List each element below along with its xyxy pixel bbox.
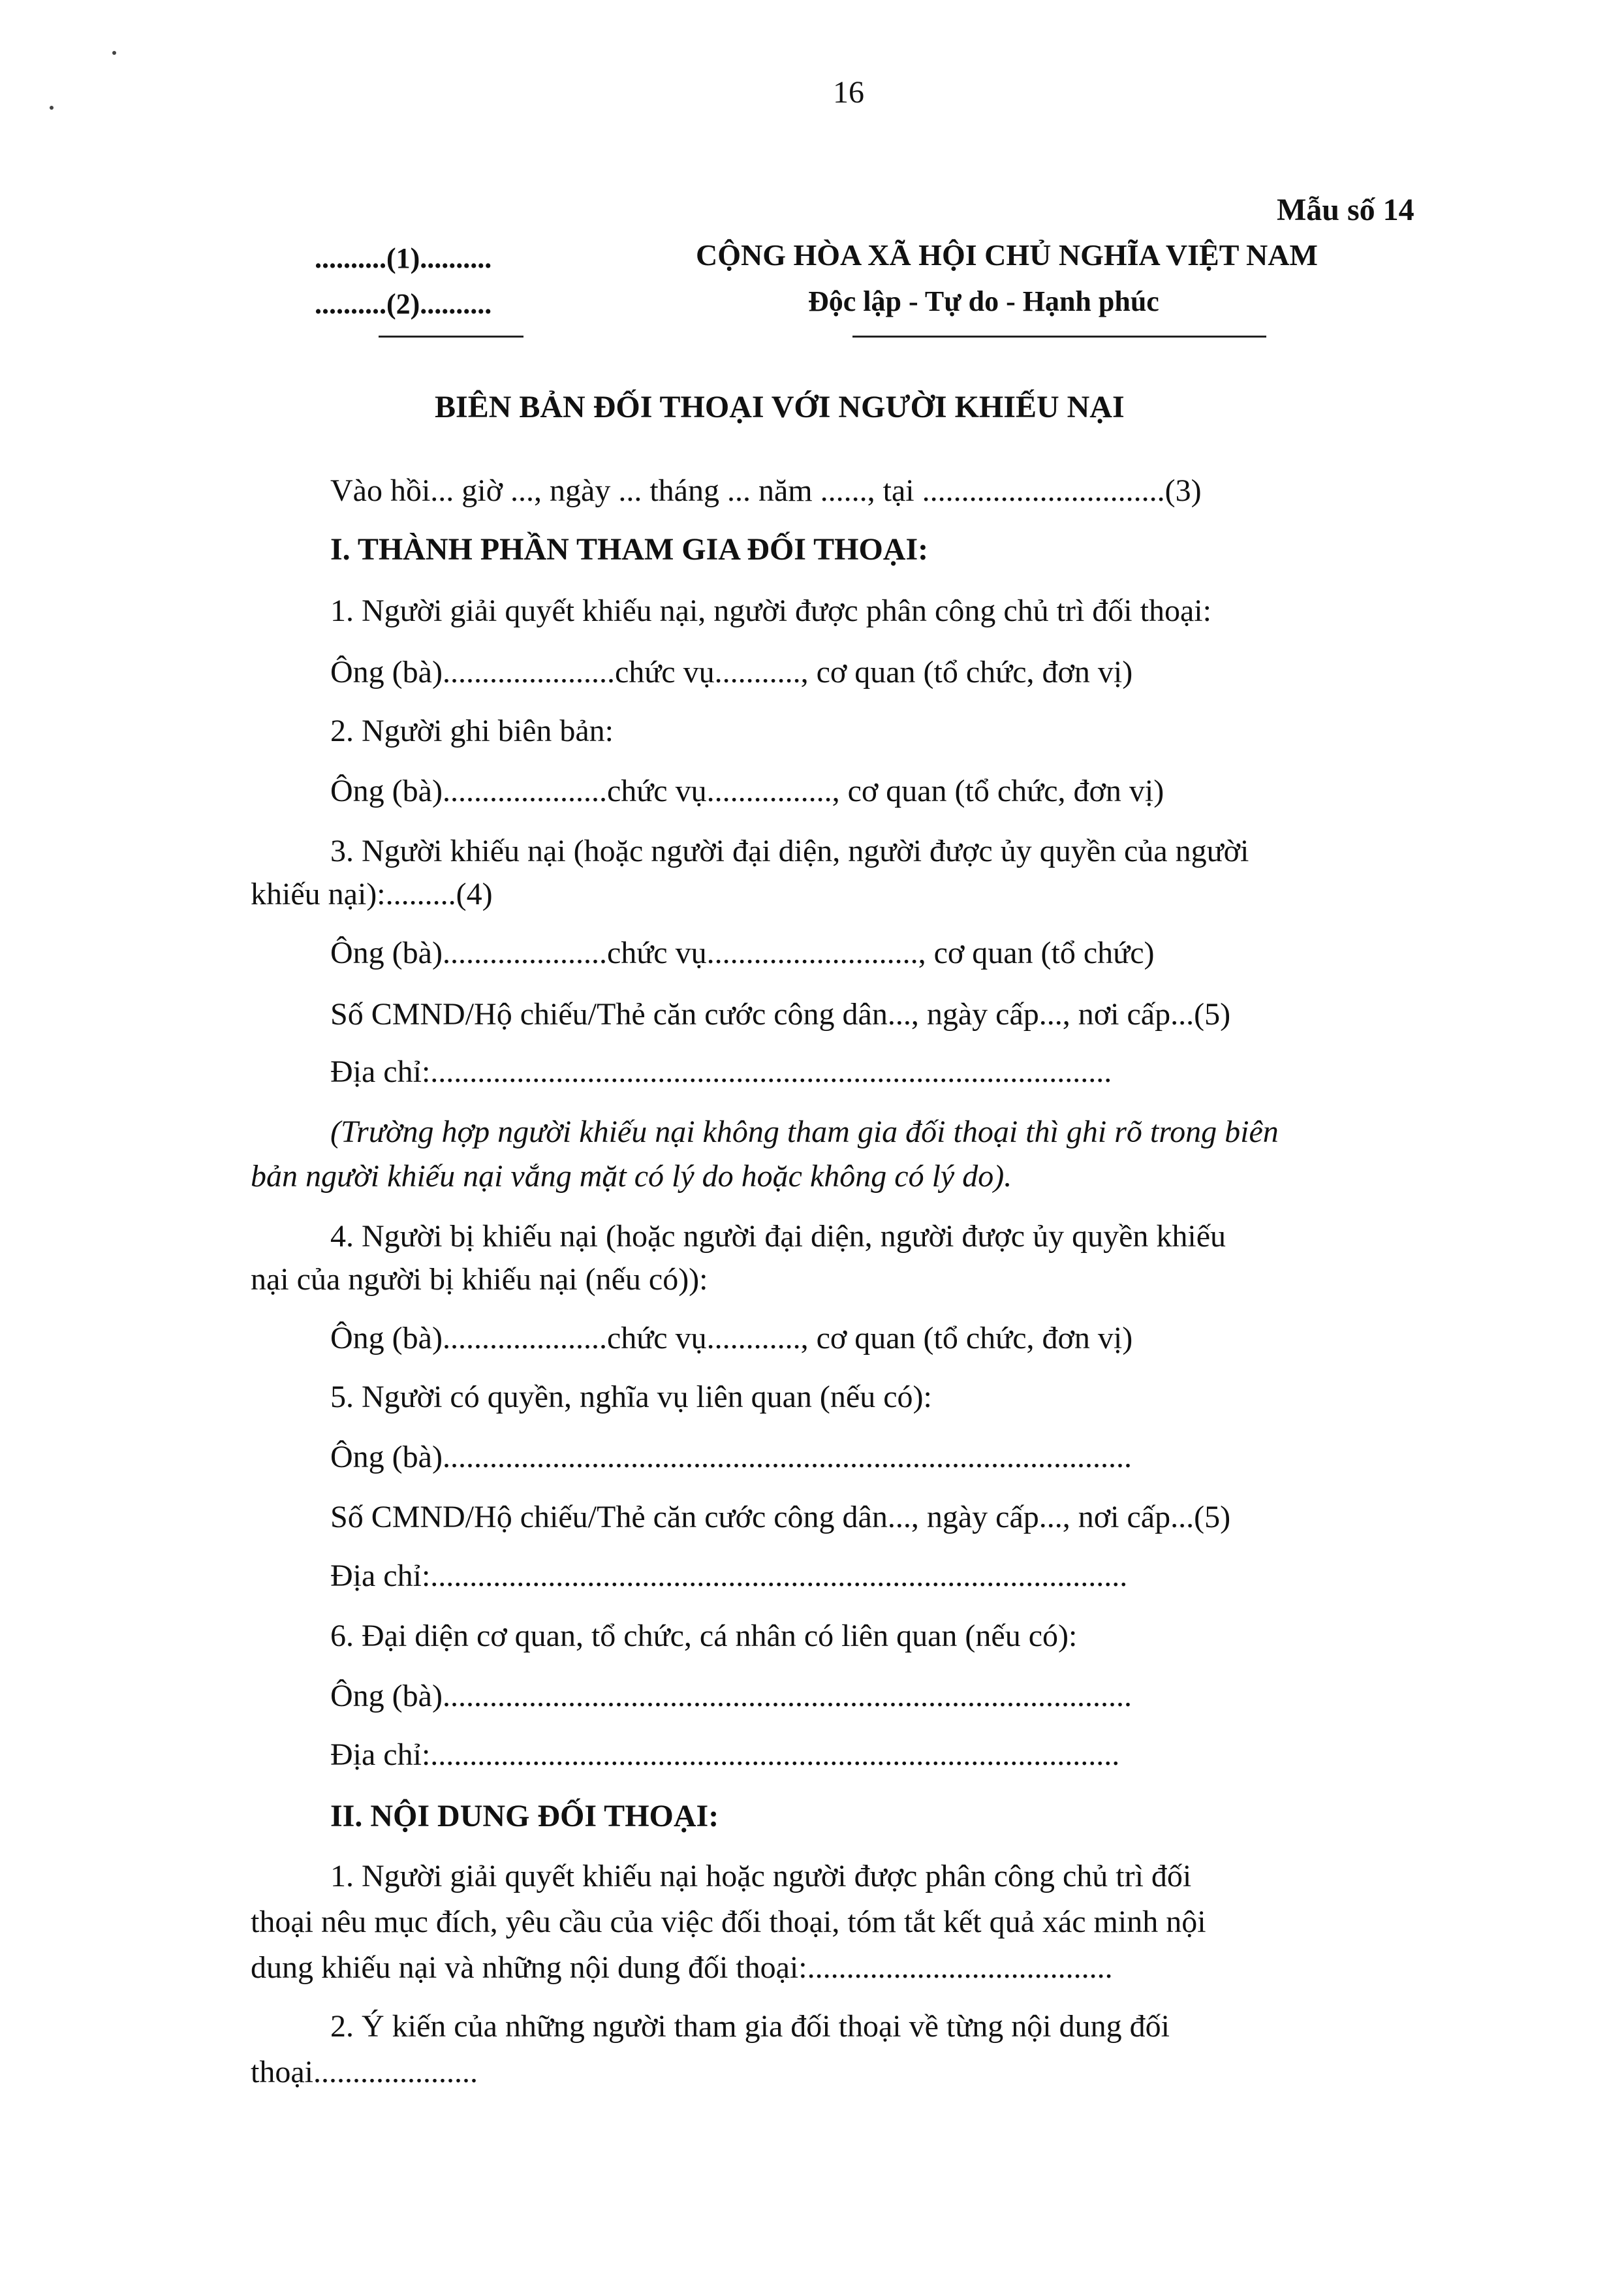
s1-item-1-person: Ông (bà)......................chức vụ..........., cơ quan (tổ chức, đơn vị) [330, 655, 1133, 689]
s1-item-4-line-1: 4. Người bị khiếu nại (hoặc người đại diện, người được ủy quyền khiếu [330, 1219, 1226, 1254]
s1-item-4-person: Ông (bà).....................chức vụ............, cơ quan (tổ chức, đơn vị) [330, 1321, 1133, 1355]
s1-item-6-address: Địa chỉ:........................................................................................ [330, 1737, 1120, 1772]
form-number: Mẫu số 14 [1277, 193, 1414, 227]
s1-item-2-person: Ông (bà).....................chức vụ................, cơ quan (tổ chức, đơn vị) [330, 774, 1164, 808]
national-motto: Độc lập - Tự do - Hạnh phúc [808, 285, 1159, 317]
agency-line-1: ..........(1).......... [315, 242, 492, 274]
section-1-heading: I. THÀNH PHẦN THAM GIA ĐỐI THOẠI: [330, 532, 929, 567]
section-2-heading: II. NỘI DUNG ĐỐI THOẠI: [330, 1799, 719, 1833]
national-title: CỘNG HÒA XÃ HỘI CHỦ NGHĨA VIỆT NAM [696, 238, 1318, 272]
s2-item-2-line-2: thoại..................... [251, 2055, 478, 2089]
page-number: 16 [833, 75, 864, 110]
s1-item-2: 2. Người ghi biên bản: [330, 714, 614, 748]
s1-item-5-person: Ông (bà)........................................................................................ [330, 1440, 1132, 1474]
s1-item-3-line-1: 3. Người khiếu nại (hoặc người đại diện, người được ủy quyền của người [330, 834, 1249, 868]
s1-item-3-address: Địa chỉ:....................................................................................... [330, 1054, 1112, 1089]
s1-item-5: 5. Người có quyền, nghĩa vụ liên quan (nếu có): [330, 1380, 932, 1414]
s1-item-6: 6. Đại diện cơ quan, tổ chức, cá nhân có liên quan (nếu có): [330, 1619, 1078, 1653]
s1-item-5-address: Địa chỉ:......................................................................................... [330, 1559, 1128, 1593]
s2-item-1-line-1: 1. Người giải quyết khiếu nại hoặc người được phân công chủ trì đối [330, 1859, 1192, 1893]
agency-line-2: ..........(2).......... [315, 288, 492, 320]
s1-item-3-person: Ông (bà).....................chức vụ..........................., cơ quan (tổ chức) [330, 936, 1155, 970]
s1-item-3-line-2: khiếu nại):.........(4) [251, 877, 493, 911]
s1-item-6-person: Ông (bà)........................................................................................ [330, 1679, 1132, 1713]
s1-item-1: 1. Người giải quyết khiếu nại, người được phân công chủ trì đối thoại: [330, 594, 1211, 628]
document-title: BIÊN BẢN ĐỐI THOẠI VỚI NGƯỜI KHIẾU NẠI [435, 390, 1125, 424]
agency-underline [379, 336, 523, 338]
s1-item-3-id: Số CMND/Hộ chiếu/Thẻ căn cước công dân..., ngày cấp..., nơi cấp...(5) [330, 997, 1231, 1032]
motto-underline [852, 336, 1266, 338]
absence-note-line-2: bản người khiếu nại vắng mặt có lý do hoặc không có lý do). [251, 1159, 1012, 1194]
intro-line: Vào hồi... giờ ..., ngày ... tháng ... năm ......, tại ...............................(3) [330, 473, 1202, 508]
scan-speck [50, 106, 54, 110]
s2-item-1-line-2: thoại nêu mục đích, yêu cầu của việc đối thoại, tóm tắt kết quả xác minh nội [251, 1905, 1206, 1939]
scan-speck [112, 51, 116, 55]
s2-item-2-line-1: 2. Ý kiến của những người tham gia đối thoại về từng nội dung đối [330, 2009, 1170, 2044]
s2-item-1-line-3: dung khiếu nại và những nội dung đối thoại:....................................... [251, 1950, 1113, 1985]
s1-item-5-id: Số CMND/Hộ chiếu/Thẻ căn cước công dân..., ngày cấp..., nơi cấp...(5) [330, 1500, 1231, 1534]
absence-note-line-1: (Trường hợp người khiếu nại không tham gia đối thoại thì ghi rõ trong biên [330, 1115, 1279, 1149]
s1-item-4-line-2: nại của người bị khiếu nại (nếu có)): [251, 1262, 708, 1297]
